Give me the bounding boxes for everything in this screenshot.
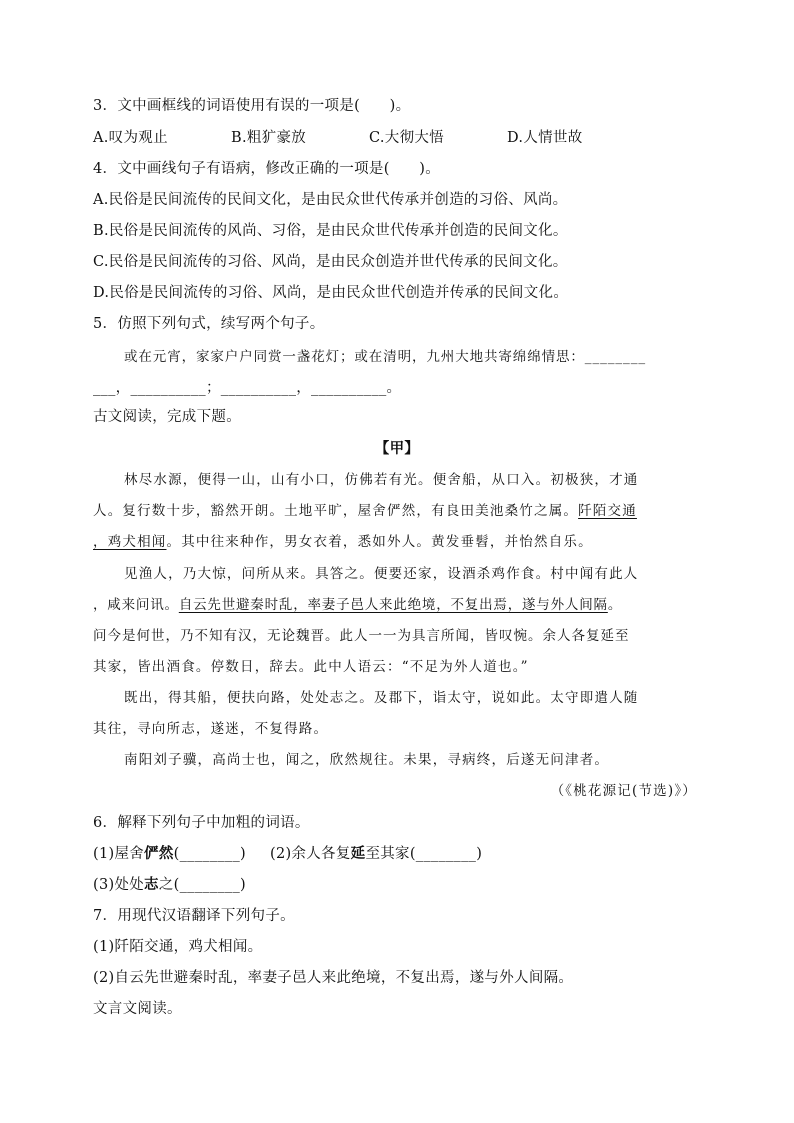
passage-line: 其家，皆出酒食。停数日，辞去。此中人语云：“不足为外人道也。” <box>93 659 529 675</box>
q4-option-a: A.民俗是民间流传的民间文化，是由民众世代传承并创造的习俗、风尚。 <box>93 192 568 208</box>
passage-line <box>93 595 622 615</box>
passage-line: 问今是何世，乃不知有汉，无论魏晋。此人一一为具言所闻，皆叹惋。余人各复延至 <box>93 628 630 644</box>
q5-example: 或在元宵，家家户户同赏一盏花灯；或在清明，九州大地共寄绵绵情思：________ <box>124 349 646 365</box>
q6-items-row <box>93 844 482 864</box>
q6-item-3-text: (3)处处 <box>93 877 145 893</box>
q6-item-3-blank: 之(________) <box>158 877 246 893</box>
passage-text: ，咸来问讯。 <box>93 597 179 613</box>
q3-stem: 3．文中画框线的词语使用有误的一项是( )。 <box>93 98 411 114</box>
passage-text: 。 <box>607 597 623 613</box>
q5-blanks: ___，__________；__________，__________。 <box>93 380 402 396</box>
q4-stem: 4．文中画线句子有语病，修改正确的一项是( )。 <box>93 161 441 177</box>
q3-option-a: A.叹为观止 <box>93 130 168 146</box>
q4-option-c: C.民俗是民间流传的习俗、风尚，是由民众创造并世代传承的民间文化。 <box>93 254 568 270</box>
q7-sentence-1: (1)阡陌交通，鸡犬相闻。 <box>93 939 263 955</box>
passage-line: 既出，得其船，便扶向路，处处志之。及郡下，诣太守，说如此。太守即遣人随 <box>124 690 639 706</box>
q6-item-2-text: (2)余人各复 <box>269 846 351 862</box>
passage-line <box>93 532 593 552</box>
q3-option-d: D.人情世故 <box>507 130 583 146</box>
passage-text: 。其中往来种作，男女衣着，悉如外人。黄发垂髫，并怡然自乐。 <box>166 534 593 550</box>
underlined-text: 自云先世避秦时乱，率妻子邑人来此绝境，不复出焉，遂与外人间隔 <box>178 597 608 613</box>
q3-options <box>93 128 583 148</box>
q6-item-1-bold: 俨然 <box>144 845 174 862</box>
q6-item-2-blank: 至其家(________) <box>365 846 483 862</box>
underlined-text: 阡陌交通 <box>578 503 637 519</box>
passage-line: 林尽水源，便得一山，山有小口，仿佛若有光。便舍船，从口入。初极狭，才通 <box>124 472 639 488</box>
underlined-text: ，鸡犬相闻 <box>93 534 167 550</box>
passage-line: 南阳刘子骥，高尚士也，闻之，欣然规往。未果，寻病终，后遂无问津者。 <box>124 752 610 768</box>
q7-stem: 7．用现代汉语翻译下列句子。 <box>93 908 295 924</box>
q4-option-b: B.民俗是民间流传的风尚、习俗，是由民众世代传承并创造的民间文化。 <box>93 223 568 239</box>
q3-option-c: C.大彻大悟 <box>369 130 444 146</box>
passage-heading: 【甲】 <box>374 440 420 457</box>
q7-sentence-2: (2)自云先世避秦时乱，率妻子邑人来此绝境，不复出焉，遂与外人间隔。 <box>93 970 574 986</box>
q6-item-3 <box>93 875 246 895</box>
section-intro: 古文阅读，完成下题。 <box>93 409 241 425</box>
q4-option-d: D.民俗是民间流传的习俗、风尚，是由民众世代创造并传承的民间文化。 <box>93 285 569 301</box>
next-section-intro: 文言文阅读。 <box>93 1001 182 1017</box>
passage-line: 其往，寻向所志，遂迷，不复得路。 <box>93 721 329 737</box>
q6-item-2-bold: 延 <box>350 845 366 862</box>
q6-item-1-blank: (________) <box>173 846 246 862</box>
passage-line: 见渔人，乃大惊，问所从来。具答之。便要还家，设酒杀鸡作食。村中闻有此人 <box>124 566 639 582</box>
q6-item-1-text: (1)屋舍 <box>93 846 145 862</box>
passage-text: 人。复行数十步，豁然开朗。土地平旷，屋舍俨然，有良田美池桑竹之属。 <box>93 503 579 519</box>
q5-stem: 5．仿照下列句式，续写两个句子。 <box>93 316 325 332</box>
q6-item-3-bold: 志 <box>144 876 159 893</box>
passage-source: （《桃花源记(节选)》） <box>550 783 697 799</box>
q3-option-b: B.粗犷豪放 <box>231 130 307 146</box>
passage-line <box>93 501 637 521</box>
q6-stem: 6．解释下列句子中加粗的词语。 <box>93 815 310 831</box>
